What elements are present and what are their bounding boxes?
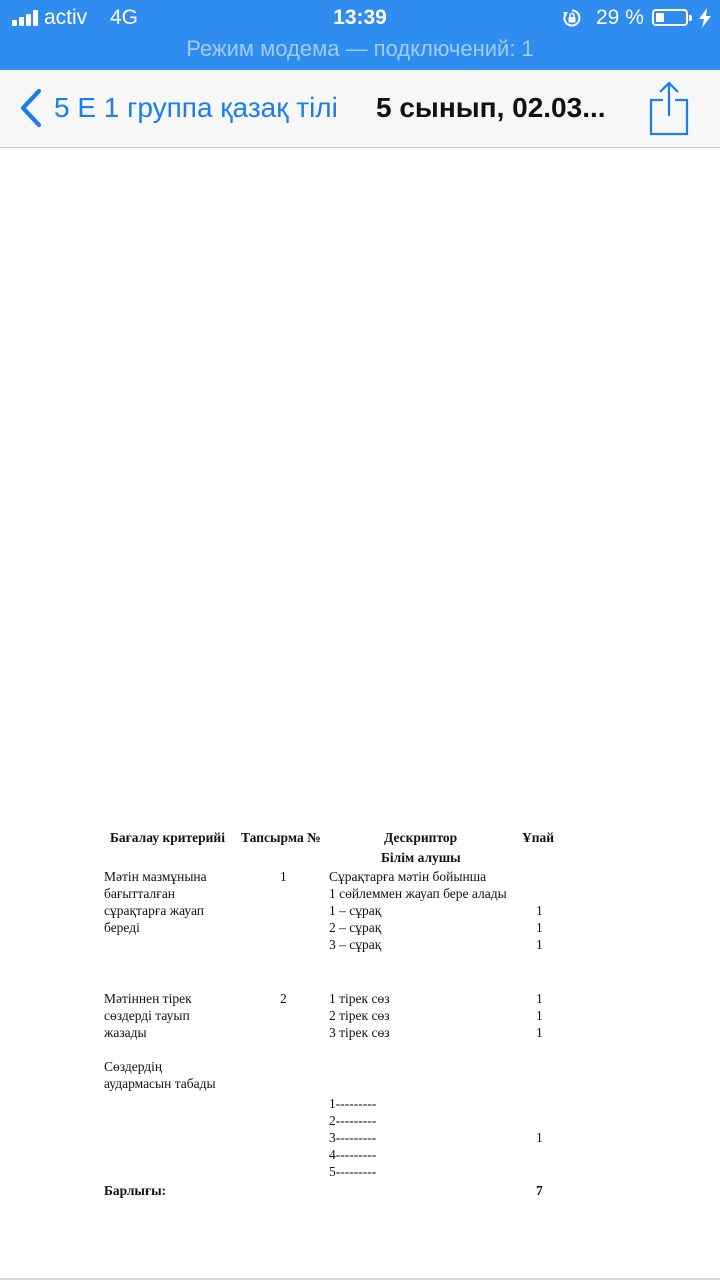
row3-descriptor-line: 3--------- bbox=[329, 1130, 377, 1145]
row2-descriptor-line: 3 тірек сөз bbox=[329, 1025, 390, 1040]
header-descriptor-sub: Білім алушы bbox=[381, 850, 461, 865]
battery-icon bbox=[652, 9, 688, 26]
row1-points: 1 bbox=[536, 937, 543, 952]
row1-task-number: 1 bbox=[280, 869, 287, 884]
row3-descriptor-line: 1--------- bbox=[329, 1096, 377, 1111]
row2-descriptor-line: 1 тірек сөз bbox=[329, 991, 390, 1006]
row3-criterion-line: Сөздердің bbox=[104, 1059, 163, 1074]
charging-bolt-icon bbox=[698, 8, 712, 28]
status-bar-row bbox=[0, 0, 720, 36]
hotspot-banner[interactable]: Режим модема — подключений: 1 bbox=[186, 36, 534, 61]
clock: 13:39 bbox=[333, 6, 387, 29]
total-value: 7 bbox=[536, 1183, 543, 1198]
row2-criterion-line: сөздерді тауып bbox=[104, 1008, 190, 1023]
row2-descriptor-line: 2 тірек сөз bbox=[329, 1008, 390, 1023]
network-type: 4G bbox=[110, 6, 139, 29]
row3-points: 1 bbox=[536, 1130, 543, 1145]
header-task: Тапсырма № bbox=[241, 830, 321, 845]
status-bar bbox=[0, 0, 720, 70]
row3-descriptor-line: 4--------- bbox=[329, 1147, 377, 1162]
total-label: Барлығы: bbox=[104, 1183, 167, 1198]
battery-level-fill bbox=[656, 13, 664, 22]
row2-points: 1 bbox=[536, 1025, 543, 1040]
row1-points: 1 bbox=[536, 920, 543, 935]
row2-criterion-line: Мәтіннен тірек bbox=[104, 991, 192, 1006]
row1-criterion-line: бағытталған bbox=[104, 886, 176, 901]
row2-points: 1 bbox=[536, 1008, 543, 1023]
row2-points: 1 bbox=[536, 991, 543, 1006]
row2-criterion-line: жазады bbox=[104, 1025, 147, 1040]
row3-descriptor-line: 5--------- bbox=[329, 1164, 377, 1179]
battery-percentage: 29 % bbox=[596, 6, 644, 29]
row1-criterion-line: сұрақтарға жауап bbox=[104, 903, 204, 918]
document-view[interactable] bbox=[0, 148, 720, 1278]
row3-descriptor-line: 2--------- bbox=[329, 1113, 377, 1128]
page-title: 5 сынып, 02.03... bbox=[376, 92, 606, 123]
header-criterion: Бағалау критерийі bbox=[110, 830, 225, 845]
row2-task-number: 2 bbox=[280, 991, 287, 1006]
row1-descriptor-line: Сұрақтарға мәтін бойынша bbox=[329, 869, 487, 884]
row1-descriptor-line: 1 – сұрақ bbox=[329, 903, 382, 918]
carrier-name: activ bbox=[44, 6, 88, 29]
row1-descriptor-line: 2 – сұрақ bbox=[329, 920, 382, 935]
row1-descriptor-line: 3 – сұрақ bbox=[329, 937, 382, 952]
row1-criterion-line: береді bbox=[104, 920, 140, 935]
back-button[interactable] bbox=[18, 87, 338, 129]
row1-descriptor-line: 1 сөйлеммен жауап бере алады bbox=[329, 886, 507, 901]
header-points: Ұпай bbox=[522, 830, 555, 845]
row1-points: 1 bbox=[536, 903, 543, 918]
rotation-lock-icon bbox=[562, 8, 582, 28]
share-icon[interactable] bbox=[646, 80, 692, 136]
navigation-bar bbox=[0, 70, 720, 148]
back-button-label: 5 Е 1 группа қазақ тілі bbox=[54, 92, 338, 123]
header-descriptor: Дескриптор bbox=[384, 830, 458, 845]
chevron-left-icon bbox=[18, 88, 44, 128]
row3-criterion-line: аудармасын табады bbox=[104, 1076, 216, 1091]
row1-criterion-line: Мәтін мазмұнына bbox=[104, 869, 207, 884]
